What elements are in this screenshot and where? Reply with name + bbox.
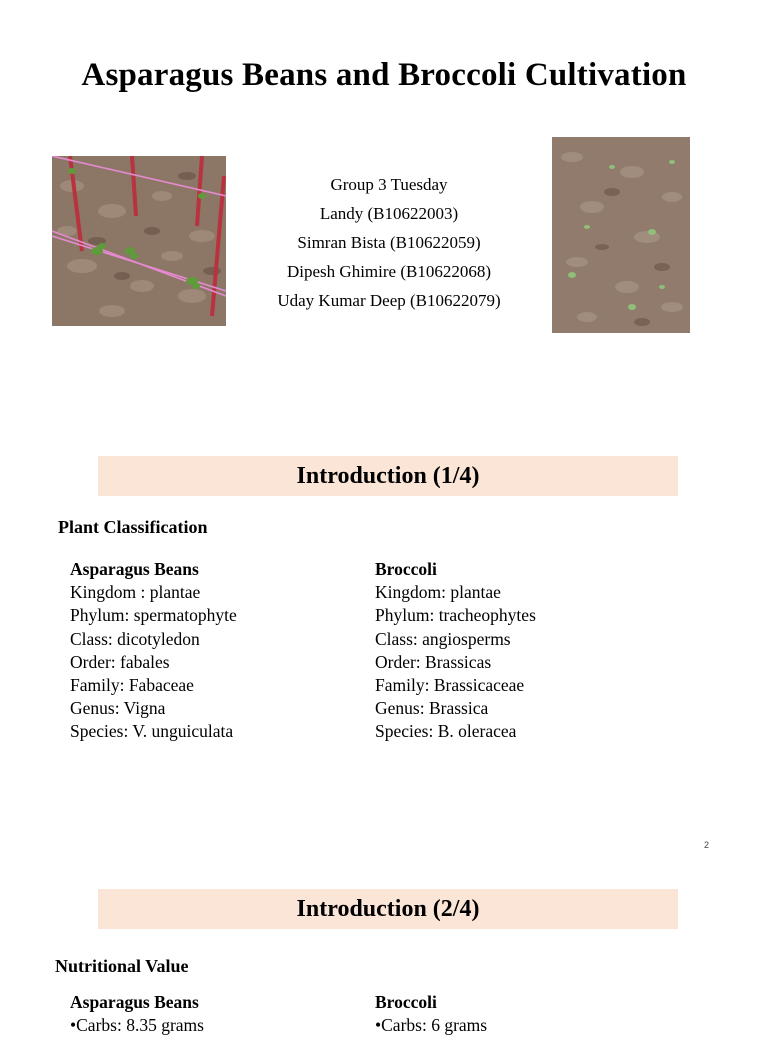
author-group: Group 3 Tuesday (330, 175, 448, 194)
classification-line: Order: Brassicas (375, 651, 492, 672)
nutrition-line: •Carbs: 6 grams (375, 1015, 488, 1036)
classification-line: Class: dicotyledon (70, 628, 200, 649)
author-line: Uday Kumar Deep (B10622079) (277, 291, 501, 310)
author-line: Dipesh Ghimire (B10622068) (287, 262, 491, 281)
broccoli-nutrition-column (375, 991, 487, 1037)
column-heading: Asparagus Beans (70, 559, 199, 579)
classification-line: Family: Fabaceae (70, 675, 194, 696)
classification-line: Family: Brassicaceae (375, 675, 525, 696)
broccoli-classification-column (375, 558, 536, 744)
classification-line: Phylum: spermatophyte (70, 605, 237, 626)
section-banner-intro-2: Introduction (2/4) (98, 889, 678, 929)
author-line: Landy (B10622003) (319, 204, 459, 223)
classification-line: Genus: Vigna (70, 698, 166, 719)
classification-line: Species: V. unguiculata (70, 721, 234, 742)
page-number: 2 (704, 840, 710, 850)
classification-line: Phylum: tracheophytes (375, 605, 536, 626)
broccoli-field-photo (552, 137, 690, 333)
asparagus-classification-column (70, 558, 237, 744)
author-line: Simran Bista (B10622059) (297, 233, 481, 252)
nutrition-line: •Carbs: 8.35 grams (70, 1015, 204, 1036)
section-banner-intro-1: Introduction (1/4) (98, 456, 678, 496)
document-title: Asparagus Beans and Broccoli Cultivation (81, 57, 687, 93)
asparagus-nutrition-column (70, 991, 204, 1037)
classification-line: Kingdom: plantae (375, 582, 501, 603)
classification-line: Kingdom : plantae (70, 582, 201, 603)
classification-line: Species: B. oleracea (375, 721, 517, 742)
column-heading: Broccoli (375, 559, 437, 579)
author-list (240, 170, 538, 315)
column-heading: Asparagus Beans (70, 992, 199, 1012)
section-subheading: Nutritional Value (55, 956, 189, 976)
classification-line: Class: angiosperms (375, 628, 511, 649)
classification-line: Order: fabales (70, 651, 170, 672)
asparagus-bean-field-photo (52, 156, 226, 326)
column-heading: Broccoli (375, 992, 437, 1012)
section-subheading: Plant Classification (58, 517, 208, 537)
classification-line: Genus: Brassica (375, 698, 489, 719)
